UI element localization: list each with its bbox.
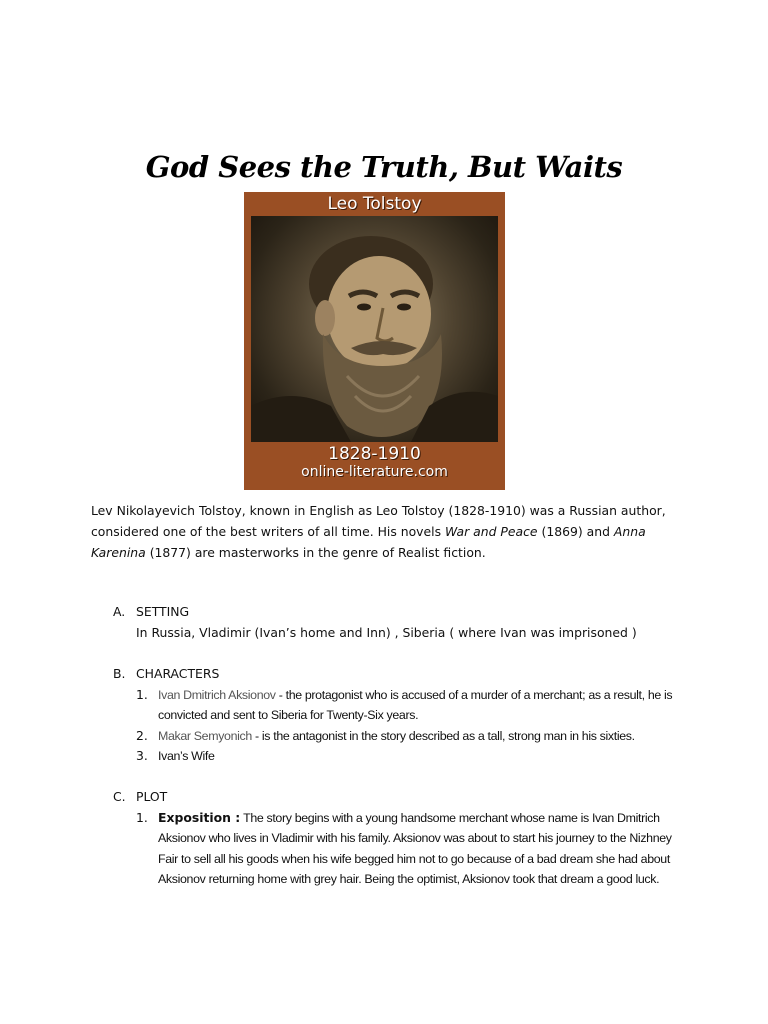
list-number: 3. [136,748,148,763]
list-number: 1. [136,686,148,702]
section-letter: C. [113,789,126,804]
list-number: 2. [136,727,148,743]
intro-text-2: (1869) and [537,524,614,539]
list-item [113,808,693,890]
portrait-photo [251,216,498,442]
character-name: Ivan Dmitrich Aksionov [158,687,276,702]
section-title: CHARACTERS [136,666,220,681]
author-portrait [244,192,505,490]
section-characters [113,664,693,767]
section-plot [113,787,693,890]
section-heading [113,602,693,623]
list-number: 1. [136,809,148,825]
book-title-war-and-peace: War and Peace [444,524,538,539]
portrait-caption-years: 1828-1910 [328,444,421,464]
section-title: PLOT [136,789,168,804]
list-item-text [158,726,693,747]
section-heading [113,787,693,808]
setting-text: In Russia, Vladimir (Ivan’s home and Inn) , Siberia ( where Ivan was imprisoned ) [136,624,637,640]
section-letter: B. [113,666,126,681]
list-item-text [158,685,693,726]
plot-list [113,808,693,890]
section-setting [113,602,693,643]
portrait-illustration [251,216,498,442]
list-item [113,746,693,767]
character-description: Ivan’s Wife [158,749,215,763]
character-name: Makar Semyonich [158,728,252,743]
portrait-caption-name: Leo Tolstoy [327,194,422,214]
page-title: God Sees the Truth, But Waits [145,150,623,184]
list-item [113,726,693,747]
list-item [113,685,693,726]
intro-text-1: Lev Nikolayevich Tolstoy, known in English as Leo Tolstoy (1828-1910) was a Russian author, considered one of the best writers of all time. His novels [91,503,666,539]
section-heading [113,664,693,685]
book-title-anna-karenina: Anna Karenina [91,524,646,560]
list-item-text [158,808,693,890]
character-description: - the protagonist who is accused of a murder of a merchant; as a result, he is convicted and sent to Siberia for Twenty-Six years. [158,687,673,722]
plot-label: Exposition : [158,809,241,825]
list-item-text [158,746,693,767]
plot-text: The story begins with a young handsome merchant whose name is Ivan Dmitrich Aksionov who lives in Vladimir with his family. Aksionov was about to start his journey to the Nizhney Fair to sell all his goods when his wife begged him not to go because of a bad dream she had about Aksionov returning home with grey hair. Being the optimist, Aksionov took that dream a good luck. [158,810,672,886]
section-title: SETTING [136,604,190,619]
intro-text-3: (1877) are masterworks in the genre of Realist fiction. [145,545,486,560]
portrait-caption-site: online-literature.com [301,464,448,480]
character-list [113,685,693,767]
intro-paragraph [91,500,691,563]
character-description: - is the antagonist in the story described as a tall, strong man in his sixties. [251,728,635,743]
section-letter: A. [113,604,126,619]
